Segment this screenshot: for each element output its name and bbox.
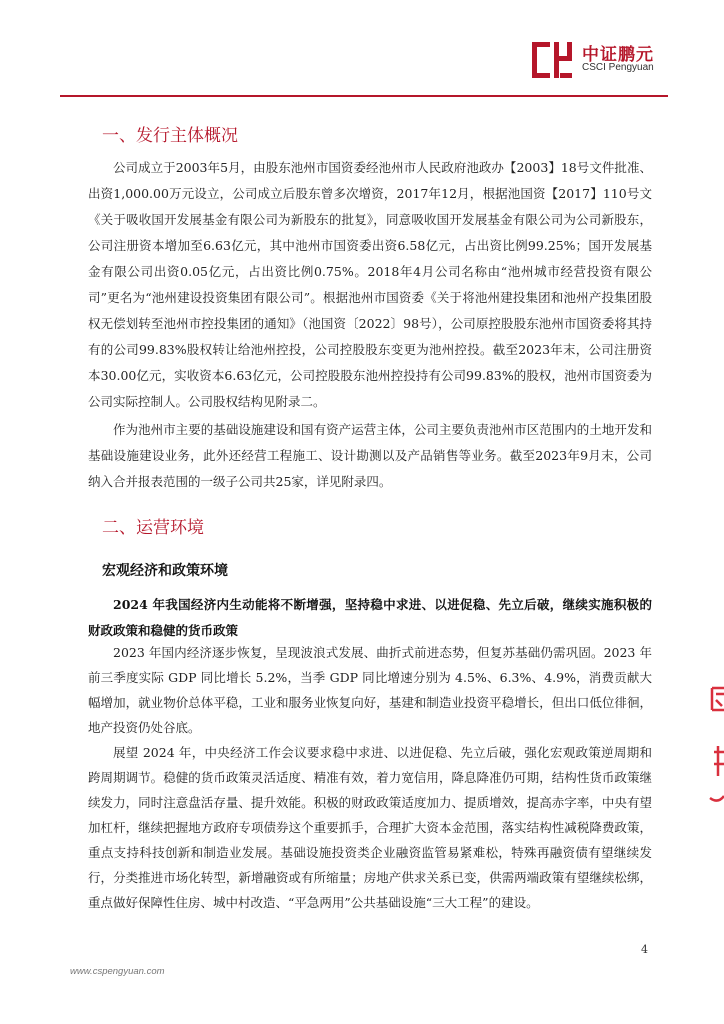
issuer-history-paragraph: 公司成立于2003年5月，由股东池州市国资委经池州市人民政府池政办【2003】18号文件批准、出资1,000.00万元设立，公司成立后股东曾多次增资，2017年12月，根据池国资【2017】110号文《关于吸收国开发展基金有限公司为新股东的批复》，同意吸收国开发展基金有限公司为公司新股东，公司注册资本增加至6.63亿元，其中池州市国资委出资6.58亿元，占出资比例99.25%；国开发展基金有限公司出资0.05亿元，占出资比例0.75%。2018年4月公司名称由“池州城市经营投资有限公司”更名为“池州建设投资集团有限公司”。根据池州市国资委《关于将池州建投集团和池州产投集团股权无偿划转至池州市控投集团的通知》（池国资〔2022〕98号），公司原控股股东池州市国资委将其持有的公司99.83%股权转让给池州控投，公司控股股东变更为池州控投。截至2023年末，公司注册资本30.00亿元，实收资本6.63亿元，公司控股股东池州控投持有公司99.83%的股权，池州市国资委为公司实际控制人。公司股权结构见附录二。 <box>88 160 652 409</box>
macro-2023-paragraph: 2023 年国内经济逐步恢复，呈现波浪式发展、曲折式前进态势，但复苏基础仍需巩固。2023 年前三季度实际 GDP 同比增长 5.2%，当季 GDP 同比增速分别为 4.5%、6.3%、4.9%，消费贡献大幅增加，就业物价总体平稳，工业和服务业恢复向好，基建和制造业投资平稳增长，但出口低位徘徊，地产投资仍处谷底。 <box>88 645 652 735</box>
logo-name-cn: 中证鹏元 <box>582 45 654 65</box>
logo-name-en: CSCI Pengyuan <box>582 62 654 73</box>
seal-stamp-icon <box>704 680 724 820</box>
macro-2024-outlook-paragraph: 展望 2024 年，中央经济工作会议要求稳中求进、以进促稳、先立后破，强化宏观政策逆周期和跨周期调节。稳健的货币政策灵活适度、精准有效，着力宽信用，降息降准仍可期，结构性货币政策继续发力，同时注意盘活存量、提升效能。积极的财政政策适度加力、提质增效，提高赤字率，中央有望加杠杆，继续把握地方政府专项债券这个重要抓手，合理扩大资本金范围，落实结构性减税降费政策，重点支持科技创新和制造业发展。基础设施投资类企业融资监管易紧难松，特殊再融资债有望继续发行，分类推进市场化转型，新增融资或有所缩量；房地产供求关系已变，供需两端政策有望继续松绑，重点做好保障性住房、城中村改造、“平急两用”公共基础设施“三大工程”的建设。 <box>88 745 652 910</box>
header-divider <box>60 95 668 97</box>
macro-highlight-paragraph: 2024 年我国经济内生动能将不断增强，坚持稳中求进、以进促稳、先立后破，继续实施积极的财政政策和稳健的货币政策 <box>88 597 652 638</box>
footer-website-url: www.cspengyuan.com <box>70 966 165 977</box>
section-title-operating-environment: 二、运营环境 <box>102 518 204 538</box>
issuer-business-paragraph: 作为池州市主要的基础设施建设和国有资产运营主体，公司主要负责池州市区范围内的土地开发和基础设施建设业务，此外还经营工程施工、设计勘测以及产品销售等业务。截至2023年9月末，公司纳入合并报表范围的一级子公司共25家，详见附录四。 <box>88 422 652 489</box>
page-number: 4 <box>641 943 648 956</box>
brand-logo <box>530 38 680 86</box>
csci-logo-icon <box>530 38 574 82</box>
section-title-issuer-overview: 一、发行主体概况 <box>102 126 238 146</box>
subsection-title-macro-policy: 宏观经济和政策环境 <box>102 563 228 579</box>
